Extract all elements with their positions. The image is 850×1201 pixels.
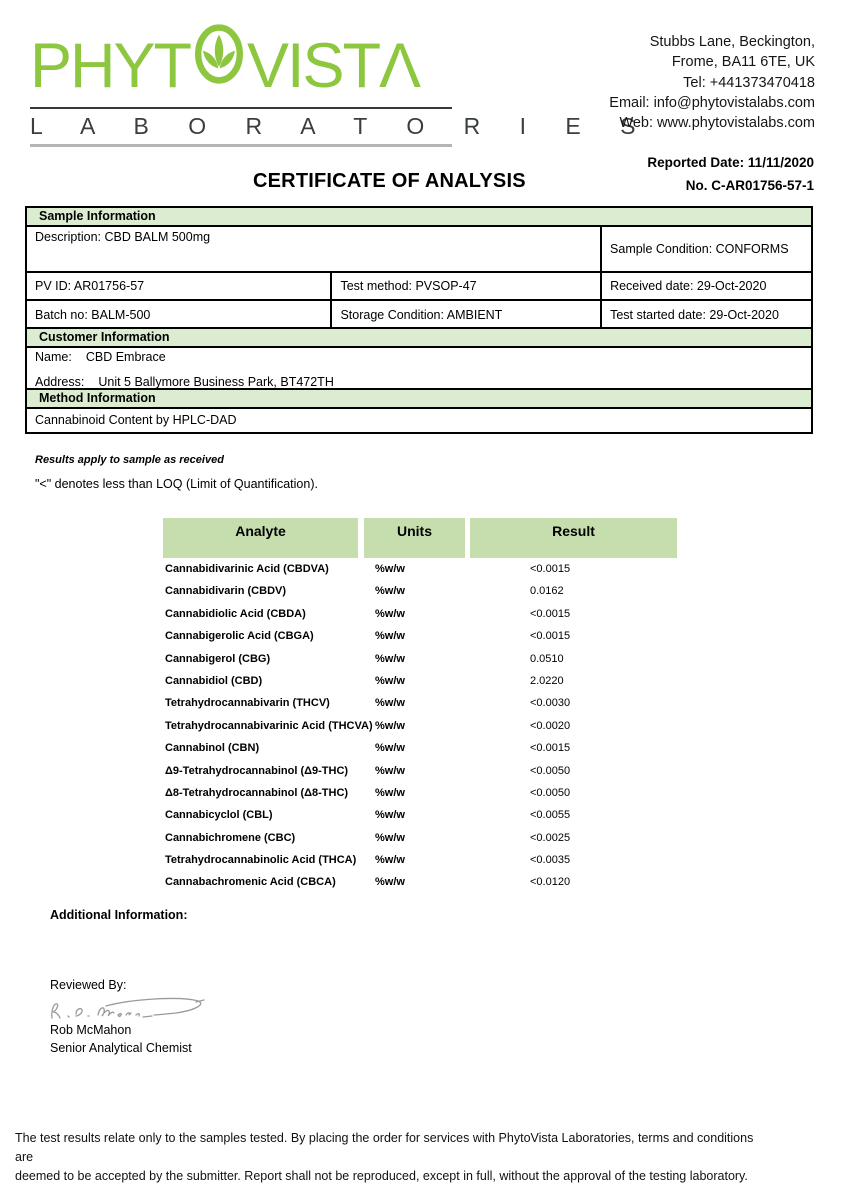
analyte-cell: Cannabidivarin (CBDV) (165, 585, 287, 598)
result-cell: <0.0050 (530, 764, 571, 777)
customer-address-label: Address: (35, 375, 85, 389)
report-meta (647, 152, 814, 198)
result-cell: <0.0035 (530, 854, 571, 867)
customer-name-label: Name: (35, 350, 72, 364)
result-column-header: Result (470, 518, 677, 558)
results-table-header (163, 518, 677, 558)
units-cell: %w/w (375, 719, 405, 732)
analyte-cell: Tetrahydrocannabivarinic Acid (THCVA) (165, 719, 373, 732)
logo-divider-dark (30, 107, 452, 109)
units-cell: %w/w (375, 876, 405, 889)
batch-no-cell: Batch no: BALM-500 (27, 301, 332, 329)
table-row (163, 787, 677, 809)
customer-information-header: Customer Information (27, 329, 811, 348)
units-cell: %w/w (375, 630, 405, 643)
method-information-box (25, 388, 813, 434)
page-title: CERTIFICATE OF ANALYSIS (253, 170, 526, 192)
units-cell: %w/w (375, 607, 405, 620)
table-row (163, 653, 677, 675)
contact-address-line2: Frome, BA11 6TE, UK (671, 54, 815, 71)
analyte-cell: Cannabidivarinic Acid (CBDVA) (165, 563, 329, 575)
result-cell: <0.0015 (530, 563, 571, 575)
additional-information-label: Additional Information: (50, 908, 188, 922)
reviewer-title: Senior Analytical Chemist (50, 1041, 192, 1056)
report-number: No. C-AR01756-57-1 (685, 177, 814, 193)
method-cell: Cannabinoid Content by HPLC-DAD (35, 413, 237, 427)
results-table (163, 518, 677, 899)
units-cell: %w/w (375, 697, 405, 710)
footer-line1: The test results relate only to the samples tested. By placing the order for services with PhytoVista Laboratories, terms and conditions are (15, 1131, 754, 1164)
units-cell: %w/w (375, 674, 405, 687)
result-cell: <0.0015 (530, 630, 571, 643)
result-cell: 0.0510 (530, 652, 564, 665)
sample-information-box (25, 206, 813, 331)
sample-row-description (27, 227, 811, 273)
units-cell: %w/w (375, 786, 405, 799)
analyte-cell: Tetrahydrocannabinolic Acid (THCA) (165, 854, 357, 867)
result-cell: <0.0015 (530, 607, 571, 620)
units-cell: %w/w (375, 742, 405, 755)
received-date-cell: Received date: 29-Oct-2020 (610, 279, 767, 293)
test-method-cell: Test method: PVSOP-47 (332, 273, 602, 299)
description-cell: Description: CBD BALM 500mg (27, 227, 602, 271)
analyte-column-header: Analyte (163, 518, 358, 558)
spacer (27, 364, 811, 373)
customer-name-value: CBD Embrace (85, 350, 166, 364)
sample-condition-cell: Sample Condition: CONFORMS (610, 242, 789, 256)
pv-id-cell: PV ID: AR01756-57 (27, 273, 332, 299)
test-started-date-cell: Test started date: 29-Oct-2020 (610, 308, 779, 322)
table-row (163, 854, 677, 876)
units-cell: %w/w (375, 585, 405, 598)
analyte-cell: Cannabidiolic Acid (CBDA) (165, 607, 306, 620)
result-cell: 0.0162 (530, 585, 564, 598)
logo-text-right: VISTΛ (247, 31, 420, 101)
analyte-cell: Cannabachromenic Acid (CBCA) (165, 876, 336, 889)
reviewer-name: Rob McMahon (50, 1023, 132, 1037)
customer-name-line (27, 348, 811, 364)
table-row (163, 720, 677, 742)
reviewer-identity (50, 1021, 192, 1057)
table-row (163, 697, 677, 719)
result-cell: <0.0025 (530, 831, 571, 844)
units-cell: %w/w (375, 563, 405, 575)
result-cell: <0.0120 (530, 876, 571, 889)
analyte-cell: Δ9-Tetrahydrocannabinol (Δ9-THC) (165, 764, 349, 777)
analyte-cell: Cannabinol (CBN) (165, 742, 260, 755)
table-row (163, 832, 677, 854)
contact-email: Email: info@phytovistalabs.com (609, 94, 815, 111)
units-column-header: Units (364, 518, 465, 558)
logo-text-left: PHYT (30, 31, 191, 101)
table-row (163, 809, 677, 831)
units-cell: %w/w (375, 854, 405, 867)
table-row (163, 608, 677, 630)
reported-date: Reported Date: 11/11/2020 (647, 155, 814, 170)
result-cell: 2.0220 (530, 674, 564, 687)
analyte-cell: Cannabidiol (CBD) (165, 674, 263, 687)
table-row (163, 675, 677, 697)
analyte-cell: Cannabichromene (CBC) (165, 831, 296, 844)
sample-row-batch (27, 301, 811, 329)
customer-address-value: Unit 5 Ballymore Business Park, BT472TH (98, 375, 334, 389)
analyte-cell: Tetrahydrocannabivarin (THCV) (165, 697, 330, 710)
contact-tel: Tel: +441373470418 (683, 74, 815, 91)
lab-contact-block (609, 32, 815, 133)
storage-condition-cell: Storage Condition: AMBIENT (332, 301, 602, 329)
results-rows (163, 563, 677, 899)
table-row (163, 585, 677, 607)
table-row (163, 563, 677, 585)
result-cell: <0.0015 (530, 742, 571, 755)
table-row (163, 630, 677, 652)
analyte-cell: Δ8-Tetrahydrocannabinol (Δ8-THC) (165, 786, 349, 799)
footer-line2: deemed to be accepted by the submitter. Report shall not be reproduced, except in full, without the approval of the testing laboratory. (15, 1168, 748, 1183)
analyte-cell: Cannabigerol (CBG) (165, 652, 271, 665)
units-cell: %w/w (375, 764, 405, 777)
sample-information-header: Sample Information (27, 208, 811, 227)
sample-row-ids (27, 273, 811, 301)
units-cell: %w/w (375, 652, 405, 665)
result-cell: <0.0020 (530, 719, 571, 732)
table-row (163, 742, 677, 764)
logo-divider-gray (30, 144, 452, 147)
loq-note: "<" denotes less than LOQ (Limit of Quantification). (35, 477, 318, 491)
table-row (163, 876, 677, 898)
logo-wordmark (30, 22, 452, 101)
analyte-cell: Cannabicyclol (CBL) (165, 809, 273, 822)
result-cell: <0.0050 (530, 786, 571, 799)
units-cell: %w/w (375, 831, 405, 844)
contact-address-line1: Stubbs Lane, Beckington, (649, 34, 815, 50)
method-information-header: Method Information (27, 390, 811, 409)
logo-subtitle: L A B O R A T O R I E S (30, 113, 652, 139)
contact-web: Web: www.phytovistalabs.com (619, 115, 815, 132)
results-note: Results apply to sample as received (35, 454, 224, 466)
footer-disclaimer (15, 1129, 760, 1185)
reviewed-by-label: Reviewed By: (50, 978, 127, 992)
analyte-cell: Cannabigerolic Acid (CBGA) (165, 630, 314, 643)
logo (30, 22, 652, 147)
table-row (163, 765, 677, 787)
units-cell: %w/w (375, 809, 405, 822)
customer-information-box (25, 327, 813, 394)
result-cell: <0.0030 (530, 697, 571, 710)
result-cell: <0.0055 (530, 809, 571, 822)
leaf-icon (193, 22, 245, 97)
